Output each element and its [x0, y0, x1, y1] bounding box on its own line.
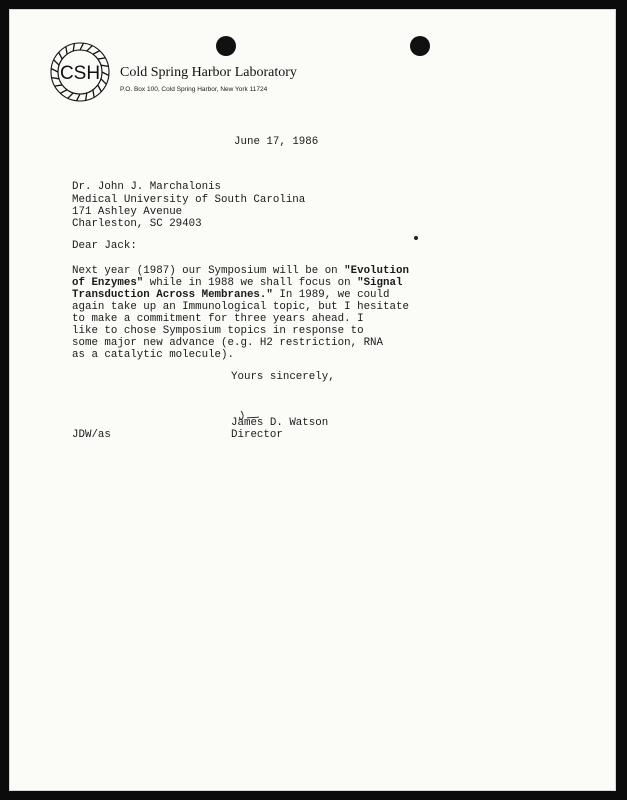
signer-name: James D. Watson — [231, 417, 329, 429]
body-line: to make a commitment for three years ahead. I — [72, 313, 364, 325]
punch-hole-left — [216, 36, 236, 56]
signer-title: Director — [231, 429, 283, 441]
body-line: Next year (1987) our Symposium will be on "Evolution — [72, 265, 409, 277]
body-line: Transduction Across Membranes." In 1989, we could — [72, 289, 390, 301]
letter-date: June 17, 1986 — [234, 136, 319, 148]
body-line: of Enzymes" while in 1988 we shall focus on "Signal — [72, 277, 403, 289]
letter-page — [9, 9, 616, 791]
closing: Yours sincerely, — [231, 371, 335, 383]
csh-logo — [47, 39, 113, 105]
recipient-line: Dr. John J. Marchalonis — [72, 181, 222, 193]
punch-hole-right — [410, 36, 430, 56]
institution-name: Cold Spring Harbor Laboratory — [120, 65, 297, 80]
logo-text: CSH — [59, 63, 101, 84]
typist-initials: JDW/as — [72, 429, 111, 441]
recipient-line: Medical University of South Carolina — [72, 194, 306, 206]
body-line: some major new advance (e.g. H2 restriction, RNA — [72, 337, 384, 349]
body-line: again take up an Immunological topic, but I hesitate — [72, 301, 409, 313]
ink-speck — [414, 236, 418, 240]
institution-address: P.O. Box 100, Cold Spring Harbor, New York 11724 — [120, 86, 268, 93]
body-line: like to chose Symposium topics in response to — [72, 325, 364, 337]
body-line: as a catalytic molecule). — [72, 349, 234, 361]
recipient-line: 171 Ashley Avenue — [72, 206, 183, 218]
salutation: Dear Jack: — [72, 240, 137, 252]
recipient-line: Charleston, SC 29403 — [72, 218, 202, 230]
